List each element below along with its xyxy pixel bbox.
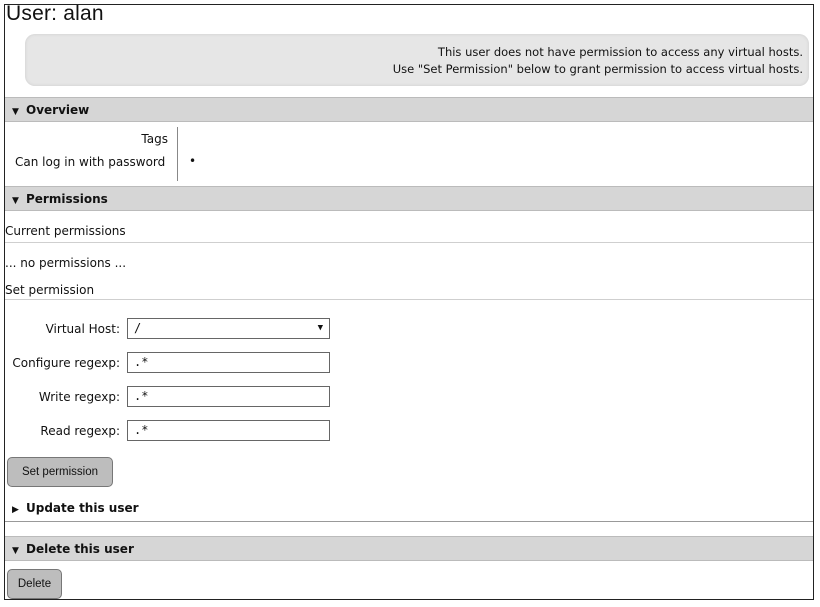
configure-regexp-label: Configure regexp:	[12, 356, 120, 370]
collapse-triangle-icon: ▼	[12, 107, 19, 117]
divider	[5, 242, 813, 243]
update-user-header-label: Update this user	[26, 501, 139, 515]
password-login-value: •	[189, 154, 197, 168]
tags-label: Tags	[141, 132, 168, 146]
write-regexp-input[interactable]: .*	[127, 386, 330, 407]
user-page	[4, 4, 814, 600]
overview-header-label: Overview	[26, 103, 90, 117]
overview-divider	[177, 127, 178, 181]
delete-user-header-label: Delete this user	[26, 542, 134, 556]
warning-line-2: Use "Set Permission" below to grant permission to access virtual hosts.	[392, 62, 803, 76]
expand-triangle-icon: ▶	[12, 505, 19, 515]
set-permission-heading: Set permission	[5, 283, 95, 297]
virtual-host-select[interactable]	[127, 318, 330, 339]
permissions-section-header[interactable]	[5, 186, 813, 211]
current-permissions-heading: Current permissions	[5, 224, 126, 238]
overview-section-header[interactable]	[5, 97, 813, 122]
collapse-triangle-icon: ▼	[12, 546, 19, 556]
page-title: User: alan	[6, 4, 104, 25]
permissions-header-label: Permissions	[26, 192, 108, 206]
collapse-triangle-icon: ▼	[12, 196, 19, 206]
virtual-host-label: Virtual Host:	[45, 322, 120, 336]
password-login-label: Can log in with password	[15, 155, 166, 169]
read-regexp-label: Read regexp:	[40, 424, 120, 438]
warning-line-1: This user does not have permission to access any virtual hosts.	[437, 45, 803, 59]
delete-user-section-header[interactable]	[5, 536, 813, 561]
divider	[5, 299, 813, 300]
warning-banner	[25, 34, 809, 86]
configure-regexp-input[interactable]: .*	[127, 352, 330, 373]
delete-button[interactable]: Delete	[7, 569, 62, 599]
read-regexp-input[interactable]: .*	[127, 420, 330, 441]
dropdown-arrow-icon: ▼	[317, 323, 323, 333]
no-permissions-text: ... no permissions ...	[5, 256, 127, 270]
update-user-section-header[interactable]	[5, 496, 813, 522]
write-regexp-label: Write regexp:	[38, 390, 120, 404]
virtual-host-selected-value: /	[134, 321, 142, 335]
set-permission-button[interactable]: Set permission	[7, 457, 113, 487]
